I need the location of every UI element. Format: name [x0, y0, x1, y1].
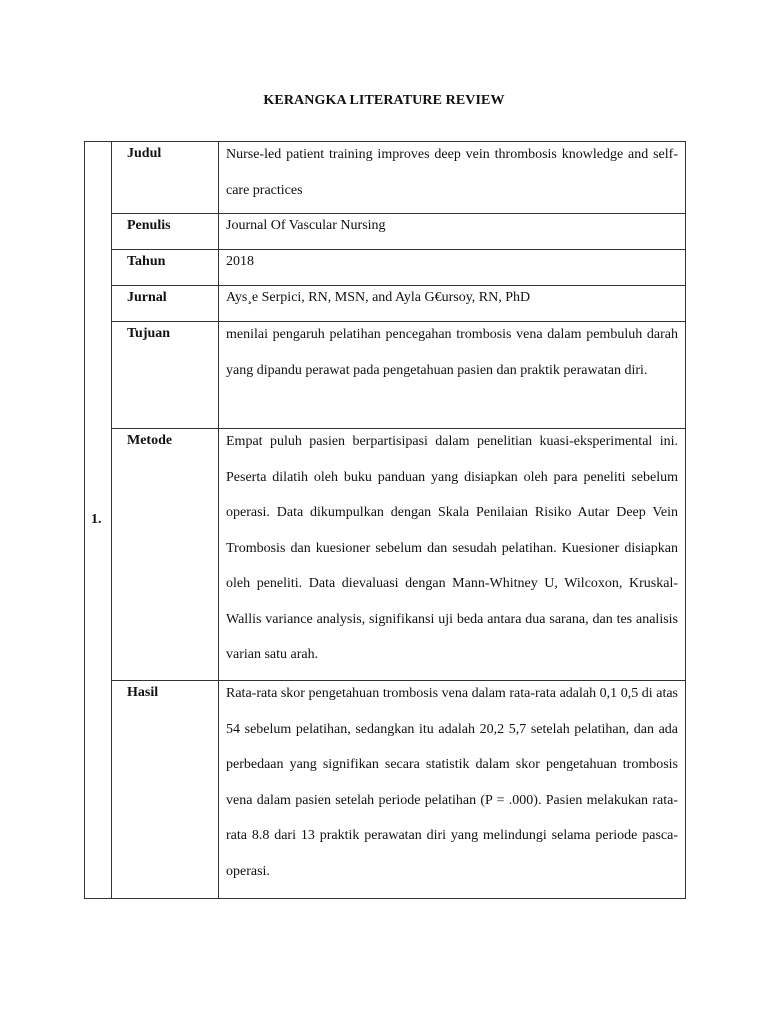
label-cell [112, 142, 219, 214]
value-cell [219, 322, 686, 429]
row-label-hasil: Hasil [127, 685, 159, 700]
row-value-judul: Nurse-led patient training improves deep vein thrombosis knowledge and self-care practices [226, 147, 678, 198]
value-cell [219, 429, 686, 681]
row-label-metode: Metode [127, 433, 173, 448]
label-cell [112, 429, 219, 681]
row-value-jurnal: Ays¸e Serpici, RN, MSN, and Ayla G€ursoy, RN, PhD [226, 290, 531, 305]
row-label-jurnal: Jurnal [127, 290, 167, 305]
row-label-tujuan: Tujuan [127, 326, 171, 341]
entry-number: 1. [91, 512, 102, 527]
value-cell [219, 142, 686, 214]
row-value-tujuan: menilai pengaruh pelatihan pencegahan trombosis vena dalam pembuluh darah yang dipandu perawat pada pengetahuan pasien dan praktik perawatan diri. [226, 327, 678, 378]
table-row-metode [85, 429, 686, 681]
page-title: KERANGKA LITERATURE REVIEW [263, 93, 505, 108]
row-value-penulis: Journal Of Vascular Nursing [226, 218, 386, 233]
row-label-penulis: Penulis [127, 218, 171, 233]
row-label-judul: Judul [127, 146, 162, 161]
label-cell [112, 214, 219, 250]
table-row-tujuan [85, 322, 686, 429]
label-cell [112, 322, 219, 429]
value-cell [219, 214, 686, 250]
table-row-penulis [85, 214, 686, 250]
table-row-hasil [85, 681, 686, 899]
row-value-hasil: Rata-rata skor pengetahuan trombosis vena dalam rata-rata adalah 0,1 0,5 di atas 54 sebelum pelatihan, sedangkan itu adalah 20,2 5,7 setelah pelatihan, dan ada perbedaan yang signifikan secara statistik dalam skor pengetahuan trombosis vena dalam pasien setelah periode pelatihan (P = .000). Pasien melakukan rata-rata 8.8 dari 13 praktik perawatan diri yang melindungi selama periode pasca-operasi. [226, 686, 678, 879]
value-cell [219, 681, 686, 899]
label-cell [112, 681, 219, 899]
table-row-judul [85, 142, 686, 214]
row-value-metode: Empat puluh pasien berpartisipasi dalam penelitian kuasi-eksperimental ini. Peserta dilatih oleh buku panduan yang disiapkan oleh para peneliti sebelum operasi. Data dikumpulkan dengan Skala Penilaian Risiko Autar Deep Vein Trombosis dan kuesioner sebelum dan sesudah pelatihan. Kuesioner disiapkan oleh peneliti. Data dievaluasi dengan Mann-Whitney U, Wilcoxon, Kruskal-Wallis variance analysis, signifikansi uji beda antara dua sarana, dan tes analisis varian satu arah. [226, 434, 678, 662]
value-cell [219, 250, 686, 286]
table-row-tahun [85, 250, 686, 286]
row-value-tahun: 2018 [226, 254, 254, 269]
label-cell [112, 250, 219, 286]
literature-review-table [84, 141, 686, 899]
row-label-tahun: Tahun [127, 254, 166, 269]
label-cell [112, 286, 219, 322]
entry-number-cell [85, 142, 112, 899]
